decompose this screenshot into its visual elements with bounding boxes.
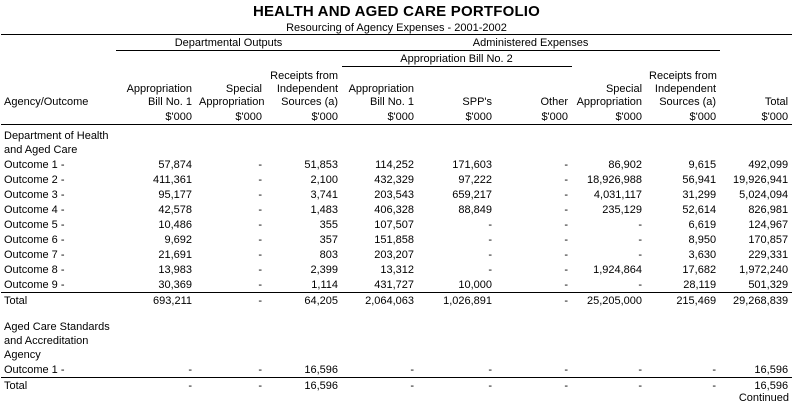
- table-row: [1, 277, 792, 293]
- total-value: 25,205,000: [572, 293, 646, 309]
- value-cell: -: [712, 364, 717, 376]
- value-cell: 431,727: [374, 279, 415, 291]
- total-value: -: [496, 293, 572, 309]
- outcome-label: Outcome 8 -: [4, 264, 65, 276]
- column-header-line: Appropriation: [126, 83, 192, 95]
- column-header: [196, 67, 266, 110]
- column-header-line: Appropriation: [199, 96, 265, 108]
- blank-cell: [196, 51, 266, 67]
- value-cell: -: [638, 234, 643, 246]
- value-cell: 171,603: [452, 159, 493, 171]
- value-cell: 1,114: [311, 279, 339, 291]
- agency-name: Aged Care Standards and Accreditation Agency: [4, 321, 110, 361]
- value-cell: -: [258, 249, 262, 261]
- total-value: 64,205: [266, 293, 342, 309]
- value-cell: 95,177: [158, 189, 192, 201]
- blank-cell: [266, 316, 342, 362]
- value-cell: -: [258, 159, 262, 171]
- value-cell: 3,741: [310, 189, 339, 201]
- table-row: [1, 262, 792, 277]
- value-cell: 406,328: [374, 204, 415, 216]
- value-cell: 10,000: [458, 279, 493, 291]
- value-cell: 9,692: [164, 234, 192, 246]
- value-cell: 8,950: [688, 234, 717, 246]
- value-cell: 229,331: [748, 249, 789, 261]
- column-header-line: Sources (a): [281, 96, 339, 108]
- table-row: [1, 157, 792, 172]
- blank-cell: [418, 125, 496, 158]
- column-header-line: Appropriation: [348, 83, 415, 95]
- value-cell: 4,031,117: [593, 189, 643, 201]
- value-cell: -: [488, 264, 493, 276]
- continued-label: Continued: [738, 392, 789, 404]
- column-header: [418, 67, 496, 110]
- blank-cell: [266, 125, 342, 158]
- value-cell: -: [258, 264, 262, 276]
- total-label: Total: [1, 293, 116, 309]
- column-header: [572, 67, 646, 110]
- blank-cell: [116, 316, 196, 362]
- blank-cell: [116, 51, 196, 67]
- blank-cell: [496, 316, 572, 362]
- sub-header-row: [1, 51, 792, 67]
- value-cell: -: [638, 249, 643, 261]
- value-cell: -: [564, 279, 569, 291]
- value-cell: -: [258, 279, 262, 291]
- column-header-line: Sources (a): [659, 96, 717, 108]
- column-header: [116, 67, 196, 110]
- column-header-row: [1, 67, 792, 110]
- value-cell: -: [258, 219, 262, 231]
- value-cell: -: [564, 264, 569, 276]
- value-cell: 51,853: [304, 159, 339, 171]
- blank-cell: [196, 125, 266, 158]
- column-header-line: SPP's: [462, 96, 493, 108]
- total-value: -: [116, 378, 196, 394]
- blank-cell: [116, 125, 196, 158]
- total-value: 2,064,063: [342, 293, 418, 309]
- table-row: [1, 247, 792, 262]
- value-cell: 18,926,988: [586, 174, 643, 186]
- value-cell: 203,207: [374, 249, 415, 261]
- value-cell: -: [258, 364, 262, 376]
- blank-cell: [646, 51, 720, 67]
- departmental-header: Departmental Outputs: [116, 35, 342, 51]
- value-cell: -: [258, 204, 262, 216]
- outcome-label: Outcome 9 -: [4, 279, 65, 291]
- value-cell: 151,858: [374, 234, 415, 246]
- outcome-label: Outcome 4 -: [4, 204, 65, 216]
- administered-header: Administered Expenses: [342, 35, 720, 51]
- value-cell: -: [410, 364, 415, 376]
- value-cell: -: [258, 189, 262, 201]
- value-cell: -: [564, 204, 569, 216]
- value-cell: 86,902: [608, 159, 643, 171]
- value-cell: 492,099: [748, 159, 789, 171]
- value-cell: 124,967: [748, 219, 789, 231]
- unit-label: $'000: [116, 109, 196, 125]
- value-cell: 13,983: [158, 264, 192, 276]
- value-cell: 5,024,094: [739, 189, 789, 201]
- column-header-line: Special: [605, 83, 643, 95]
- column-header: [1, 67, 116, 110]
- value-cell: 17,682: [682, 264, 717, 276]
- value-cell: -: [564, 249, 569, 261]
- value-cell: -: [638, 279, 643, 291]
- total-value: 693,211: [116, 293, 196, 309]
- approp2-header: Appropriation Bill No. 2: [342, 51, 572, 67]
- value-cell: 10,486: [158, 219, 192, 231]
- value-cell: 107,507: [374, 219, 415, 231]
- value-cell: 97,222: [458, 174, 493, 186]
- value-cell: 42,578: [158, 204, 192, 216]
- blank-cell: [572, 125, 646, 158]
- page-title: HEALTH AND AGED CARE PORTFOLIO: [252, 3, 541, 20]
- spacer: [1, 308, 792, 316]
- total-row: [1, 293, 792, 309]
- value-cell: 1,972,240: [739, 264, 789, 276]
- value-cell: 432,329: [374, 174, 415, 186]
- blank-cell: [418, 316, 496, 362]
- outcome-label: Outcome 5 -: [4, 219, 65, 231]
- value-cell: -: [488, 234, 493, 246]
- table-row: [1, 232, 792, 247]
- table-row: [1, 202, 792, 217]
- total-value: -: [418, 378, 496, 394]
- column-header-line: Appropriation: [576, 96, 643, 108]
- page-subtitle: Resourcing of Agency Expenses - 2001-2002: [286, 22, 507, 34]
- column-header-line: Agency/Outcome: [4, 96, 89, 108]
- group-header-row: [1, 35, 792, 51]
- value-cell: 803: [319, 249, 339, 261]
- outcome-label: Outcome 1 -: [4, 364, 65, 376]
- value-cell: -: [488, 219, 493, 231]
- table-row: [1, 217, 792, 232]
- unit-label: $'000: [720, 109, 792, 125]
- value-cell: -: [564, 189, 569, 201]
- outcome-label: Outcome 3 -: [4, 189, 65, 201]
- blank-cell: [1, 35, 116, 51]
- value-cell: -: [188, 364, 192, 376]
- blank-cell: [1, 109, 116, 125]
- value-cell: -: [638, 219, 643, 231]
- value-cell: 170,857: [748, 234, 789, 246]
- value-cell: 3,630: [688, 249, 717, 261]
- value-cell: -: [564, 159, 569, 171]
- unit-label: $'000: [196, 109, 266, 125]
- blank-cell: [342, 316, 418, 362]
- value-cell: 28,119: [683, 279, 717, 291]
- unit-label: $'000: [572, 109, 646, 125]
- resourcing-table: [1, 34, 792, 393]
- blank-cell: [342, 125, 418, 158]
- column-header-line: Bill No. 1: [369, 96, 415, 108]
- unit-label: $'000: [266, 109, 342, 125]
- total-value: 1,026,891: [418, 293, 496, 309]
- blank-cell: [572, 51, 646, 67]
- value-cell: 357: [319, 234, 339, 246]
- value-cell: -: [564, 234, 569, 246]
- value-cell: 235,129: [602, 204, 643, 216]
- column-header: [496, 67, 572, 110]
- blank-cell: [196, 316, 266, 362]
- value-cell: -: [258, 174, 262, 186]
- value-cell: 826,981: [748, 204, 789, 216]
- total-label: Total: [1, 378, 116, 394]
- total-value: -: [646, 378, 720, 394]
- units-row: [1, 109, 792, 125]
- outcome-label: Outcome 6 -: [4, 234, 65, 246]
- column-header: [266, 67, 342, 110]
- value-cell: -: [564, 219, 569, 231]
- outcome-label: Outcome 2 -: [4, 174, 65, 186]
- value-cell: 52,614: [682, 204, 717, 216]
- blank-cell: [266, 51, 342, 67]
- blank-cell: [720, 51, 792, 67]
- value-cell: -: [564, 174, 569, 186]
- total-value: 16,596: [720, 378, 792, 394]
- table-row: [1, 172, 792, 187]
- value-cell: 21,691: [158, 249, 192, 261]
- total-value: 215,469: [646, 293, 720, 309]
- blank-cell: [496, 125, 572, 158]
- blank-cell: [572, 316, 646, 362]
- total-row: [1, 378, 792, 394]
- value-cell: -: [638, 364, 643, 376]
- total-value: 29,268,839: [720, 293, 792, 309]
- value-cell: 9,615: [688, 159, 717, 171]
- column-header: [342, 67, 418, 110]
- column-header-line: Total: [764, 96, 789, 108]
- value-cell: 88,849: [458, 204, 493, 216]
- outcome-label: Outcome 7 -: [4, 249, 65, 261]
- value-cell: 659,217: [452, 189, 493, 201]
- agency-name: Department of Health and Aged Care: [4, 130, 109, 156]
- value-cell: 57,874: [158, 159, 192, 171]
- total-value: -: [196, 293, 266, 309]
- table-row: [1, 187, 792, 202]
- spacer-row: [1, 308, 792, 316]
- column-header: [720, 67, 792, 110]
- value-cell: 16,596: [304, 364, 339, 376]
- value-cell: -: [564, 364, 569, 376]
- value-cell: 13,312: [380, 264, 415, 276]
- agency-name-row: [1, 125, 792, 158]
- value-cell: -: [488, 249, 493, 261]
- column-header-line: Independent: [654, 83, 717, 95]
- value-cell: 203,543: [374, 189, 415, 201]
- table-row: [1, 362, 792, 378]
- blank-cell: [720, 125, 792, 158]
- blank-cell: [646, 316, 720, 362]
- value-cell: 30,369: [158, 279, 192, 291]
- column-header-line: Bill No. 1: [147, 96, 192, 108]
- column-header-line: Other: [540, 96, 569, 108]
- value-cell: 1,483: [310, 204, 339, 216]
- value-cell: 16,596: [754, 364, 789, 376]
- blank-cell: [720, 316, 792, 362]
- total-value: -: [342, 378, 418, 394]
- column-header-line: Special: [225, 83, 262, 95]
- column-header-line: Independent: [276, 83, 339, 95]
- unit-label: $'000: [646, 109, 720, 125]
- total-value: -: [572, 378, 646, 394]
- value-cell: 501,329: [748, 279, 789, 291]
- column-header-line: Receipts from: [270, 70, 339, 82]
- value-cell: 411,361: [153, 174, 192, 186]
- total-value: -: [196, 378, 266, 394]
- value-cell: 1,924,864: [593, 264, 643, 276]
- blank-cell: [1, 51, 116, 67]
- value-cell: 19,926,941: [733, 174, 789, 186]
- value-cell: 6,619: [688, 219, 717, 231]
- value-cell: 114,252: [375, 159, 415, 171]
- value-cell: -: [488, 364, 493, 376]
- total-value: -: [496, 378, 572, 394]
- unit-label: $'000: [418, 109, 496, 125]
- unit-label: $'000: [496, 109, 572, 125]
- value-cell: 2,399: [310, 264, 339, 276]
- total-value: 16,596: [266, 378, 342, 394]
- column-header-line: Receipts from: [649, 70, 717, 82]
- agency-name-row: [1, 316, 792, 362]
- blank-cell: [720, 35, 792, 51]
- value-cell: 56,941: [682, 174, 717, 186]
- outcome-label: Outcome 1 -: [4, 159, 65, 171]
- blank-cell: [646, 125, 720, 158]
- unit-label: $'000: [342, 109, 418, 125]
- column-header: [646, 67, 720, 110]
- value-cell: 355: [319, 219, 339, 231]
- value-cell: 2,100: [310, 174, 339, 186]
- value-cell: 31,299: [682, 189, 717, 201]
- value-cell: -: [258, 234, 262, 246]
